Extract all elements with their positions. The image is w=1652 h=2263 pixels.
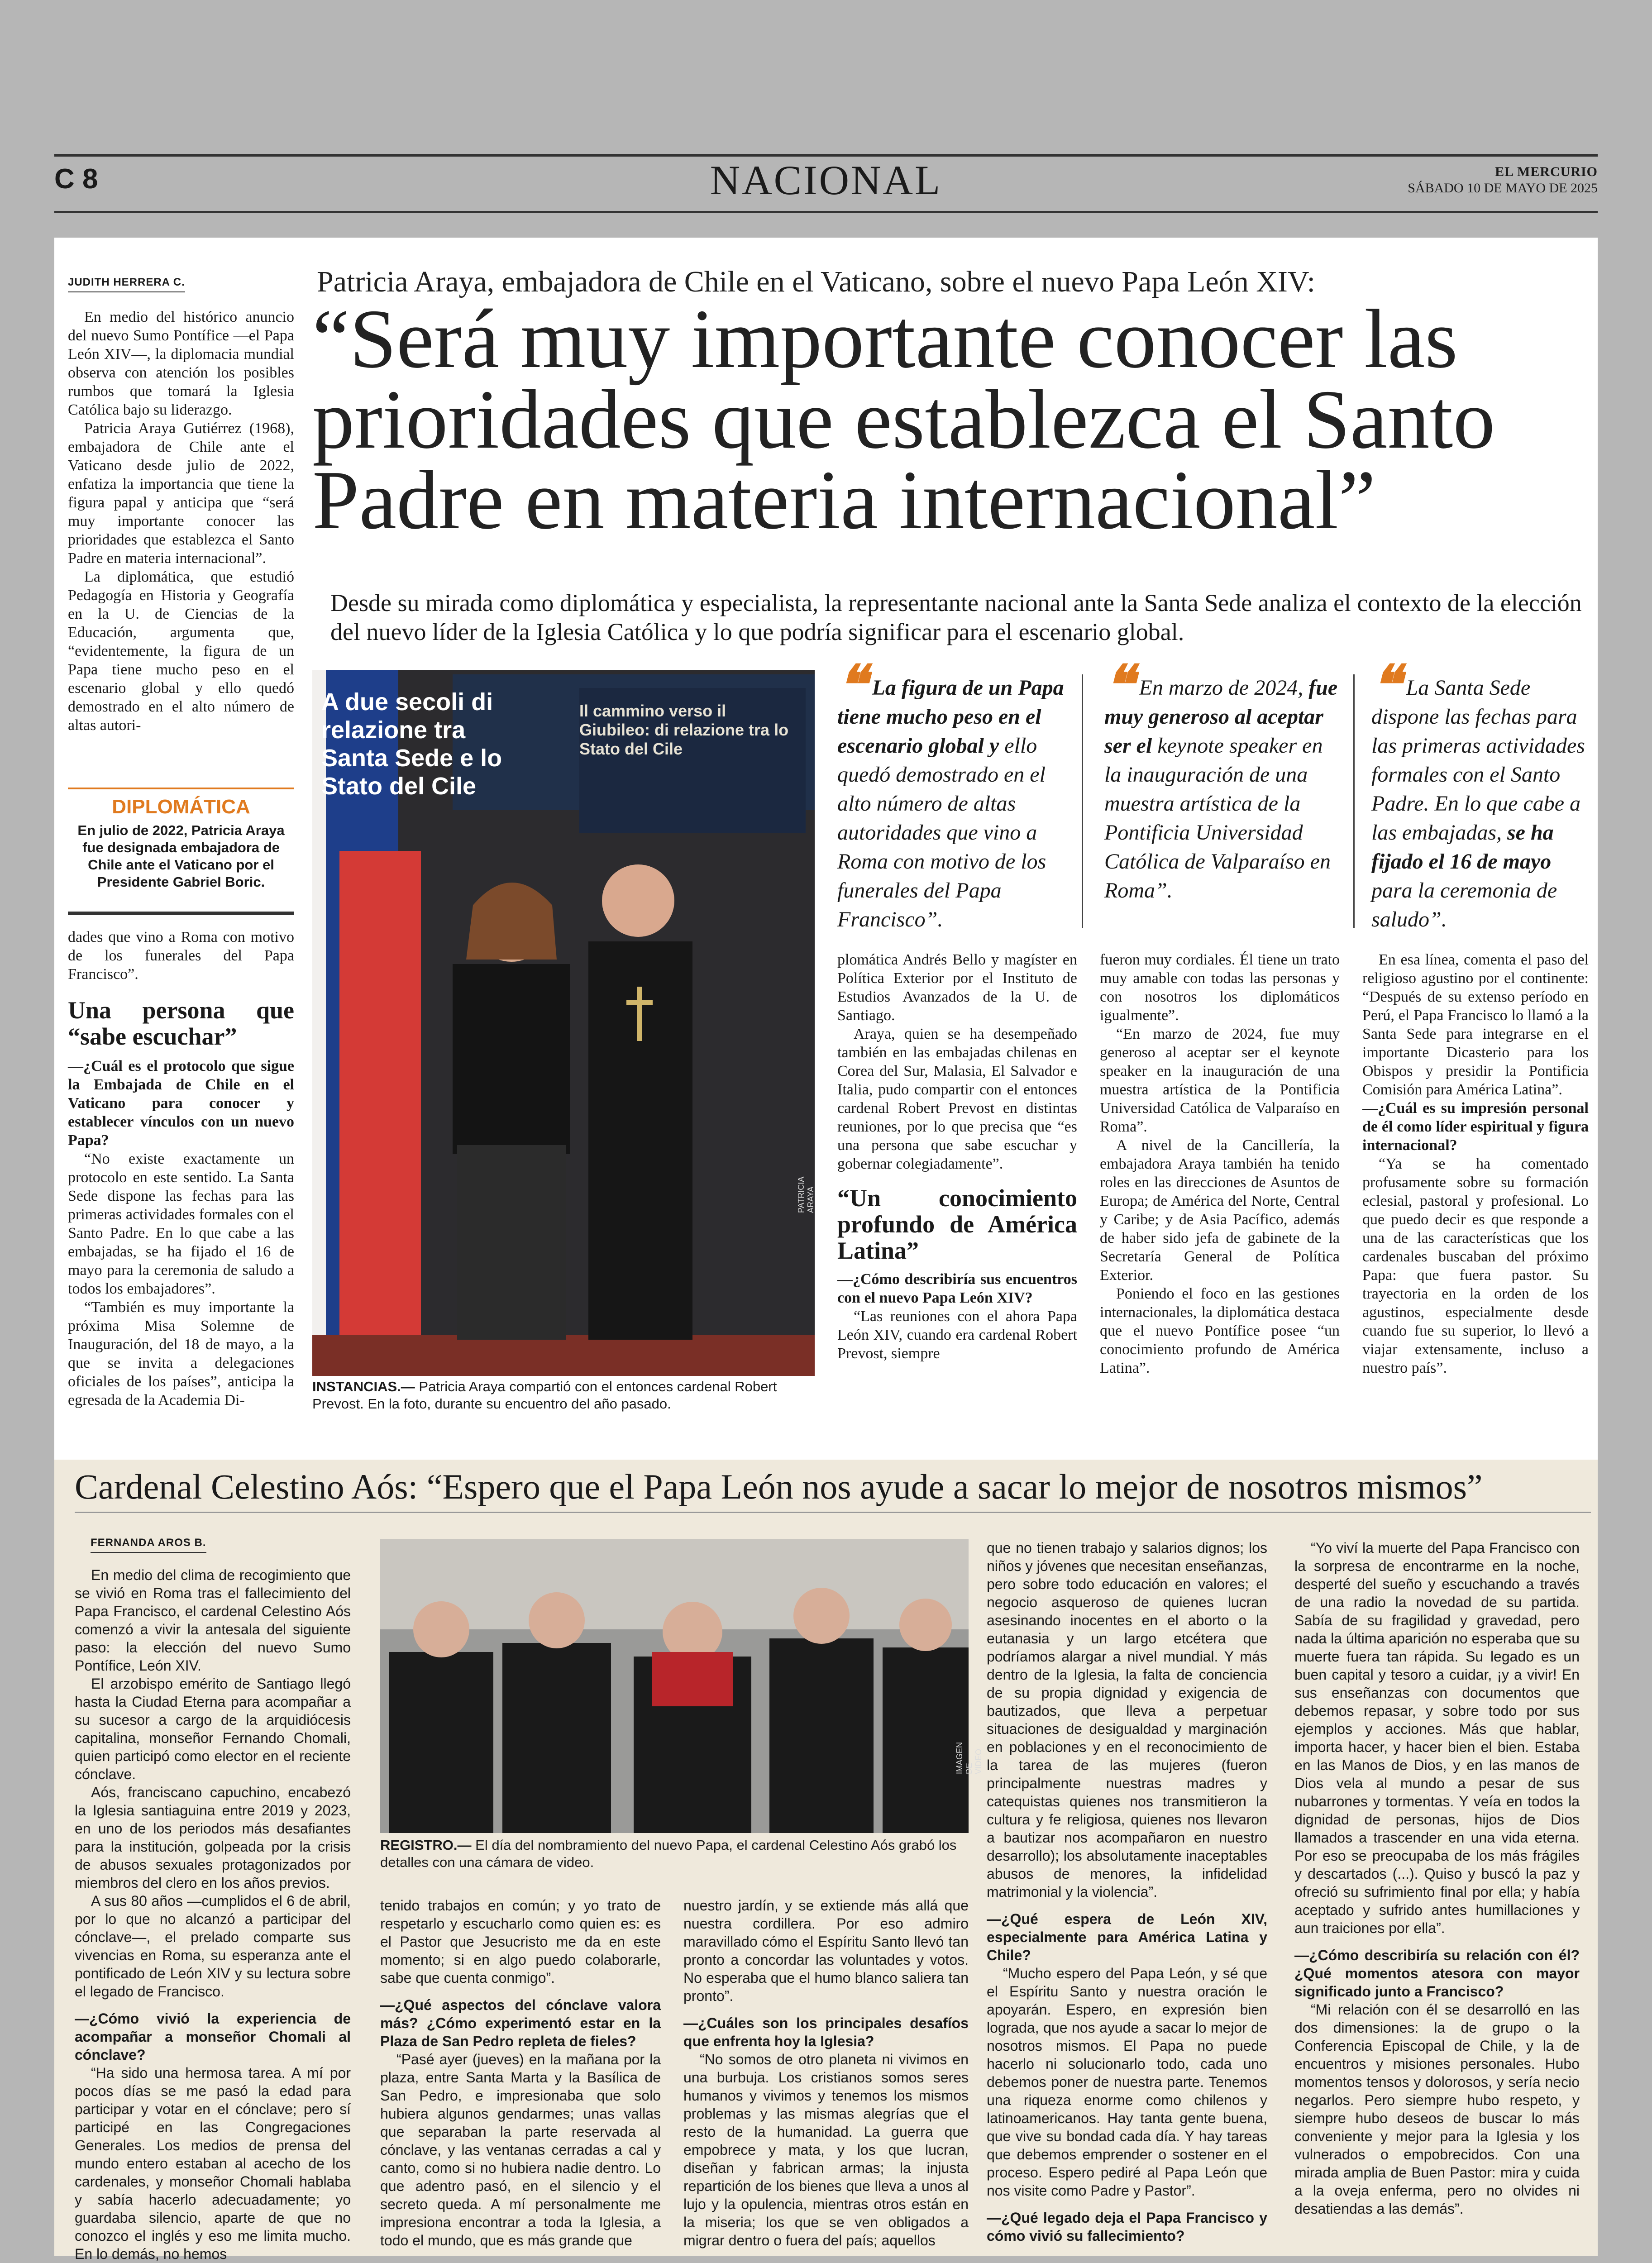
left-column-cont <box>68 928 294 1408</box>
caption-label: REGISTRO.— <box>380 1837 472 1853</box>
question: —¿Qué aspectos del cónclave valora más? ¿Cómo experimentó estar en la Plaza de San Pedro repleta de fieles? <box>380 1997 661 2049</box>
question: —¿Qué espera de León XIV, especialmente para América Latina y Chile? <box>987 1911 1267 1963</box>
body-column-4 <box>1100 950 1340 1403</box>
paragraph: dades que vino a Roma con motivo de los funerales del Papa Francisco”. <box>68 929 294 983</box>
pull-quote-emphasis: se ha fijado el 16 de mayo <box>1371 821 1554 874</box>
paragraph: En medio del clima de recogimiento que se vivió en Roma tras el fallecimiento del Papa Francisco, el cardenal Celestino Aós comenzó a vivir la antesala del siguiente paso: la elección del nuevo Sumo Pontífice, León XIV. <box>75 1567 351 1674</box>
question: —¿Qué legado deja el Papa Francisco y cómo vivió su fallecimiento? <box>987 2210 1267 2244</box>
paragraph: “Mucho espero del Papa León, y sé que el Espíritu Santo y nuestra oración le apoyarán. Espero, en expresión bien lograda, que nos ayude a sacar lo mejor de nosotros mismos. El Papa no puede hacerlo ni solucionarlo todo, cada uno debemos poner de nuestra parte. Tenemos una riqueza enorme como chilenos y latinoamericanos. Hay tanta gente buena, que vive su bondad cada día. Y hay tareas que debemos emprender o sostener en el proceso. Espero pediré al Papa León que nos visite como Padre y Pastor”. <box>987 1965 1267 2199</box>
photo-credit: IMAGEN DE VIDEO <box>955 1742 983 1774</box>
body-column-5 <box>1362 950 1589 1403</box>
info-box-text: En julio de 2022, Patricia Araya fue designada embajadora de Chile ante el Vaticano por el Presidente Gabriel Boric. <box>77 822 285 890</box>
pull-quote-text: En marzo de 2024, <box>1139 676 1303 700</box>
column-divider <box>1082 674 1083 928</box>
cardinal-col-4 <box>987 1539 1267 2249</box>
pull-quote-text: keynote speaker en la inauguración de una muestra artística de la Pontificia Universidad Católica de Valparaíso en Roma”. <box>1104 734 1331 902</box>
question: —¿Cuál es el protocolo que sigue la Embajada de Chile en el Vaticano para conocer y establecer vínculos con un nuevo Papa? <box>68 1058 294 1149</box>
paragraph: fueron muy cordiales. Él tiene un trato muy amable con todas las personas y con nosotros los diplomáticos igualmente”. <box>1100 951 1340 1024</box>
body-column-3 <box>837 950 1077 1403</box>
paragraph: En esa línea, comenta el paso del religioso agustino por el continente: “Después de su extenso período en Perú, el Papa Francisco lo llamó a la Santa Sede para integrarse en el importante Dicasterio para los Obispos y presidir la Pontificia Comisión para América Latina”. <box>1362 951 1589 1098</box>
paragraph: nuestro jardín, y se extiende más allá que nuestra cordillera. Por eso admiro maravillado cómo el Espíritu Santo llevó tan pronto a concordar las voluntades y votos. No esperaba que el humo blanco saliera tan pronto”. <box>683 1897 969 2004</box>
masthead <box>1408 164 1598 196</box>
pull-quote-2 <box>1104 655 1340 905</box>
paragraph: “Mi relación con él se desarrolló en las dos dimensiones: la de grupo o la Conferencia Episcopal de Chile, y la de encuentros y misiones personales. Hubo momentos tensos y dolorosos, y sería necio negarlos. Pero siempre hubo respeto, y siempre hubo deseos de buscar lo más conveniente y mejor para la Iglesia y los vulnerados o empobrecidos. Con una mirada amplia de Buen Pastor: mira y cuida a la oveja enferma, pero no olvides ni desatiendas a las demás”. <box>1294 2001 1580 2217</box>
paragraph: “Yo viví la muerte del Papa Francisco con la sorpresa de encontrarme en la noche, desperté del sueño y escuchando a través de una radio la novedad de su partida. Sabía de su fragilidad y gravedad, pero nada la última aparición no esperaba que su muerte fuera tan rápida. Su legado es un buen capital y tesoro a cuidar, ¡y a vivir! En sus enseñanzas con documentos que debemos repasar, y sobre todo por sus ejemplos y acciones. Más que hablar, importa hacer, y hacer bien el bien. Estaba en las Manos de Dios, y en las manos de Dios vela al mundo a pesar de sus nubarrones y tormentas. Y veía en todos la dignidad de personas, hijos de Dios llamados a trascender en una vida eterna. Por eso se preocupaba de los más frágiles y descartados (...). Quiso y buscó la paz y ofreció su sufrimiento final por ella; y había aceptado y sufrido antes humillaciones y aun traiciones por ella”. <box>1294 1540 1580 1936</box>
paragraph: “No existe exactamente un protocolo en este sentido. La Santa Sede dispone las fechas para las primeras actividades formales con el Santo Padre. En lo que cabe a las embajadas, se ha fijado el 16 de mayo para la ceremonia de saludo a todos los embajadores”. <box>68 1151 294 1297</box>
page-number: C 8 <box>54 163 98 195</box>
cardinal-col-1 <box>75 1566 351 2262</box>
paragraph: El arzobispo emérito de Santiago llegó hasta la Ciudad Eterna para acompañar a su sucesor a cargo de la arquidiócesis capitalina, monseñor Fernando Chomali, quien participó como elector en el reciente cónclave. <box>75 1676 351 1782</box>
cardinal-photo-caption <box>380 1837 969 1871</box>
byline-text: FERNANDA AROS B. <box>91 1537 206 1553</box>
photo-banner-text: A due secoli di relazione tra Santa Sede e lo Stato del Cile <box>321 688 502 800</box>
paragraph: “Pasé ayer (jueves) en la mañana por la plaza, entre Santa Marta y la Basílica de San Pedro, e impresionaba que solo hubiera algunos gendarmes; unas vallas que separaban la parte reservada al cónclave, y las ventanas cerradas a cal y canto, como si no hubiera nadie dentro. Lo que adentro pasó, en el silencio y el secreto queda. A mí personalmente me impresiona encontrar a toda la Iglesia, a todo el mundo, que es más grande que <box>380 2051 661 2249</box>
question: —¿Cómo vivió la experiencia de acompañar a monseñor Chomali al cónclave? <box>75 2010 351 2063</box>
question: —¿Cómo describiría sus encuentros con el nuevo Papa León XIV? <box>837 1271 1077 1306</box>
question: —¿Cómo describiría su relación con él? ¿Qué momentos atesora con mayor significado junto a Francisco? <box>1294 1947 1580 2000</box>
paragraph: tenido trabajos en común; y yo trato de respetarlo y escucharlo como quien es: es el Pastor que Jesucristo me da en este momento; si en algo puedo colaborarle, sabe que cuenta conmigo”. <box>380 1897 661 1986</box>
subhead: “Un conocimiento profundo de América Latina” <box>837 1184 1077 1264</box>
paragraph: “En marzo de 2024, fue muy generoso al aceptar ser el keynote speaker en la inauguración de una muestra artística de la Pontificia Universidad Católica de Valparaíso en Roma”. <box>1100 1026 1340 1135</box>
subhead: Una persona que “sabe escuchar” <box>68 997 294 1050</box>
pull-quote-3 <box>1371 655 1593 934</box>
main-byline <box>68 276 185 292</box>
paragraph: “Las reuniones con el ahora Papa León XIV, cuando era cardenal Robert Prevost, siempre <box>837 1308 1077 1362</box>
cardinal-col-3 <box>683 1896 969 2249</box>
question: —¿Cuáles son los principales desafíos que enfrenta hoy la Iglesia? <box>683 2015 969 2049</box>
deck: Desde su mirada como diplomática y especialista, la representante nacional ante la Santa Sede analiza el contexto de la elección del nuevo líder de la Iglesia Católica y lo que podría significar para el escenario global. <box>330 589 1582 645</box>
cardinal-photo <box>380 1539 983 1833</box>
paragraph: La diplomática, que estudió Pedagogía en Historia y Geografía en la U. de Ciencias de la Educación, argumenta que, “evidentemente, la figura de un Papa tiene mucho peso en el escenario global y ello quedó demostrado en el alto número de altas autori- <box>68 568 294 734</box>
question: —¿Cuál es su impresión personal de él como líder espiritual y figura internacional? <box>1362 1100 1589 1154</box>
quote-icon: ❝ <box>1104 655 1134 716</box>
ambassador-photo <box>312 670 815 1376</box>
caption-text: Patricia Araya compartió con el entonces cardenal Robert Prevost. En la foto, durante su encuentro del año pasado. <box>312 1379 777 1412</box>
issue-date: SÁBADO 10 DE MAYO DE 2025 <box>1408 181 1598 196</box>
pull-quote-1 <box>837 655 1073 934</box>
section-title: NACIONAL <box>710 157 942 203</box>
cardinal-col-2 <box>380 1896 661 2249</box>
paragraph: Aós, franciscano capuchino, encabezó la Iglesia santiaguina entre 2019 y 2023, en uno de los periodos más desafiantes para la institución, golpeada por la crisis de abusos sexuales protagonizados por miembros del clero en los años previos. <box>75 1784 351 1891</box>
pull-quote-text: ello quedó demostrado en el alto número de altas autoridades que vino a Roma con motivo de los funerales del Papa Francisco”. <box>837 734 1046 931</box>
paragraph: “Ya se ha comentado profusamente sobre su formación eclesial, pastoral y profesional. Lo que puedo decir es que responde a una de las características que los cardenales buscaban del próximo Papa: que fuera pastor. Su trayectoria en la orden de los agustinos, especialmente desde cuando fue su superior, lo llevó a viajar extensamente, incluso a nuestro país”. <box>1362 1155 1589 1376</box>
pull-quote-text: La Santa Sede dispone las fechas para las primeras actividades formales con el Santo Padre. En lo que cabe a las embajadas, <box>1371 676 1585 845</box>
cardinal-col-5 <box>1294 1539 1580 2249</box>
byline-text: JUDITH HERRERA C. <box>68 276 185 292</box>
cardinal-byline <box>91 1537 206 1553</box>
paragraph: En medio del histórico anuncio del nuevo Sumo Pontífice —el Papa León XIV—, la diplomacia mundial observa con atención los posibles rumbos que tomará la Iglesia Católica bajo su liderazgo. <box>68 309 294 418</box>
pull-quote-text: para la ceremonia de saludo”. <box>1371 878 1557 931</box>
paragraph: “Ha sido una hermosa tarea. A mí por pocos días se me pasó la edad para participar y votar en el cónclave; pero sí participé en las Congregaciones Generales. Los medios de prensa del mundo entero estaban al acecho de los cardenales, y monseñor Chomali hablaba y sabía hacerlo adecuadamente; yo guardaba silencio, aparte de que no conozco el inglés y eso me limita mucho. En lo demás, no hemos <box>75 2065 351 2262</box>
paragraph: “También es muy importante la próxima Misa Solemne de Inauguración, del 18 de mayo, a la que se invita a delegaciones oficiales de los países”, anticipa la egresada de la Academia Di- <box>68 1299 294 1408</box>
info-box-title: DIPLOMÁTICA <box>112 796 250 818</box>
paragraph: Patricia Araya Gutiérrez (1968), embajadora de Chile ante el Vaticano desde julio de 2022, enfatiza la importancia que tiene la figura papal y anticipa que “será muy importante conocer las prioridades que establezca el Santo Padre en materia internacional”. <box>68 420 294 567</box>
photo-caption <box>312 1378 815 1413</box>
quote-icon: ❝ <box>1371 655 1401 716</box>
paragraph: Poniendo el foco en las gestiones internacionales, la diplomática destaca que el nuevo Pontífice posee “un conocimiento profundo de América Latina”. <box>1100 1285 1340 1376</box>
paragraph: que no tienen trabajo y salarios dignos; los niños y jóvenes que necesitan enseñanzas, pero sobre todo educación en valores; el negocio asqueroso de quienes lucran asesinando inocentes en el aborto o la eutanasia y un largo etcétera que podríamos alargar a nivel mundial. Y más dentro de la Iglesia, la falta de conciencia de su propia dignidad y exigencia de bautizados, que lleva a perpetuar situaciones de desigualdad y marginación en poblaciones y en el reconocimiento de la tarea de las mujeres (fueron principalmente nuestras madres y catequistas quienes nos transmitieron la cultura y fe religiosa, quienes nos llevaron a bautizar nos acompañaron en nuestro desarrollo); los absolutamente inaceptables abusos de menores, la infidelidad matrimonial y la violencia”. <box>987 1540 1267 1900</box>
paragraph: A nivel de la Cancillería, la embajadora Araya también ha tenido roles en las direcciones de Asuntos de Europa; de América del Norte, Central y Caribe; y de Asia Pacífico, además de haber sido jefa de gabinete de la Secretaría General de Política Exterior. <box>1100 1137 1340 1284</box>
caption-text: El día del nombramiento del nuevo Papa, el cardenal Celestino Aós grabó los detalles con una cámara de video. <box>380 1837 957 1870</box>
info-box <box>68 788 294 915</box>
pull-quote-emphasis: fue muy generoso al aceptar ser el <box>1104 676 1338 758</box>
photo-illustration <box>380 1539 969 1833</box>
column-divider <box>1353 674 1355 928</box>
quote-icon: ❝ <box>837 655 867 716</box>
paragraph: Araya, quien se ha desempeñado también en las embajadas chilenas en Corea del Sur, Malasia, El Salvador e Italia, pudo compartir con el entonces cardenal Robert Prevost en distintas reuniones, por lo que precisa que “es una persona que sabe escuchar y gobernar colegiadamente”. <box>837 1026 1077 1172</box>
photo-credit: PATRICIA ARAYA <box>797 1177 815 1213</box>
paragraph: A sus 80 años —cumplidos el 6 de abril, por lo que no alcanzó a participar del cónclave—, el prelado comparte sus vivencias en Roma, su esperanza ante el pontificado de León XIV y su lectura sobre el legado de Francisco. <box>75 1893 351 2000</box>
photo-banner-text-2: Il cammino verso il Giubileo: di relazione tra lo Stato del Cile <box>579 702 789 758</box>
kicker: Patricia Araya, embajadora de Chile en el Vaticano, sobre el nuevo Papa León XIV: <box>317 265 1315 298</box>
paragraph: “No somos de otro planeta ni vivimos en una burbuja. Los cristianos somos seres humanos y vivimos y tenemos los mismos problemas y las mismas alegrías que el resto de la humanidad. La guerra que empobrece y mata, y los que lucran, diseñan y fabrican armas; la injusta repartición de los bienes que lleva a unos al lujo y la opulencia, mientras otros están en la miseria; los que se ven obligados a migrar dentro o fuera del país; aquellos <box>683 2051 969 2249</box>
main-headline: “Será muy importante conocer las prioridades que establezca el Santo Padre en materia internacional” <box>312 292 1495 547</box>
masthead-name: EL MERCURIO <box>1495 164 1598 179</box>
paragraph: plomática Andrés Bello y magíster en Política Exterior por el Instituto de Estudios Avanzados de la U. de Santiago. <box>837 951 1077 1024</box>
cardinal-headline: Cardenal Celestino Aós: “Espero que el Papa León nos ayude a sacar lo mejor de nosotros mismos” <box>75 1466 1591 1513</box>
pull-quote-emphasis: La figura de un Papa tiene mucho peso en el escenario global y <box>837 676 1064 758</box>
lead-column <box>68 308 294 769</box>
caption-label: INSTANCIAS.— <box>312 1379 415 1394</box>
